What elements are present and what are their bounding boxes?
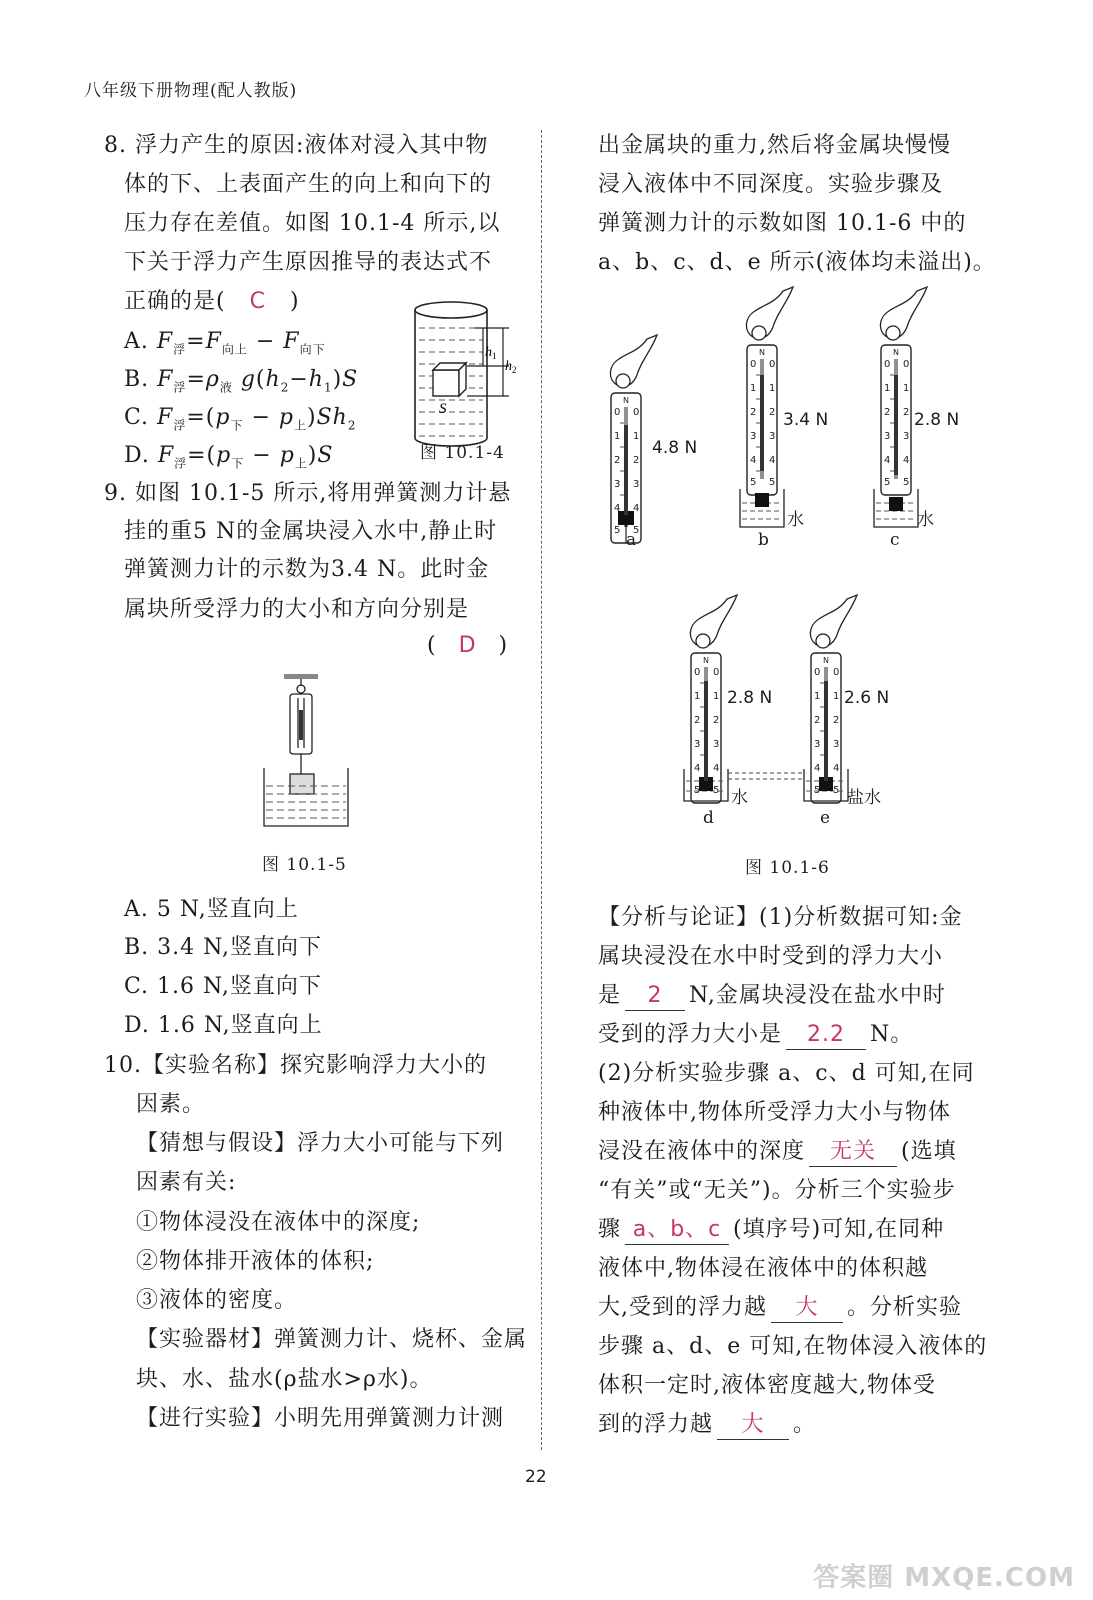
q9-line-2: 挂的重5 N的金属块浸入水中,静止时 <box>124 519 498 544</box>
analysis-line-6: 种液体中,物体所受浮力大小与物体 <box>598 1100 951 1125</box>
analysis-7b: (选填 <box>901 1139 957 1164</box>
q9-option-c: C. 1.6 N,竖直向下 <box>124 974 322 999</box>
label-s: S <box>439 401 447 417</box>
answer-blank-5: 大 <box>771 1294 843 1323</box>
scale-b <box>740 287 793 527</box>
analysis-line-4 <box>598 1015 913 1054</box>
q9-option-b: B. 3.4 N,竖直向下 <box>124 935 322 960</box>
analysis-4b: N。 <box>870 1022 914 1047</box>
analysis-line-10: 液体中,物体浸在液体中的体积越 <box>598 1256 928 1281</box>
reading-d: 2.8 N <box>727 688 773 708</box>
q9-bracket-open: ( <box>427 633 437 658</box>
q8-line-3: 压力存在差值。如图 10.1-4 所示,以 <box>124 211 501 236</box>
figure-10-1-6: 0 0 1 1 2 2 3 3 4 4 5 5 N <box>596 305 1016 845</box>
label-h1: h <box>485 345 492 360</box>
q9-answer: D <box>458 633 477 658</box>
analysis-14b: 。 <box>793 1412 817 1437</box>
q9-answer-bracket <box>427 626 508 665</box>
label-c: c <box>890 530 901 550</box>
analysis-line-2: 属块浸没在水中时受到的浮力大小 <box>598 944 944 969</box>
q8-option-d: D. $F_浮=(p_下 - p_上)S$ <box>124 443 334 471</box>
q8-answer: C <box>249 289 266 314</box>
label-e: e <box>820 808 832 828</box>
page-number: 22 <box>525 1467 547 1487</box>
label-h2: h <box>505 359 512 374</box>
label-d: d <box>703 808 715 828</box>
q10-line-2: 因素。 <box>136 1092 206 1117</box>
reading-e: 2.6 N <box>844 688 890 708</box>
q8-line-1: 8. 浮力产生的原因:液体对浸入其中物 <box>104 133 489 158</box>
liquid-e: 盐水 <box>847 788 881 808</box>
analysis-line-9 <box>598 1210 944 1249</box>
liquid-c: 水 <box>917 510 934 530</box>
analysis-line-3 <box>598 976 946 1015</box>
q10-right-line-2: 浸入液体中不同深度。实验步骤及 <box>598 172 944 197</box>
answer-blank-3: 无关 <box>809 1138 897 1167</box>
q8-stem-close: ) <box>289 289 300 314</box>
analysis-line-8: “有关”或“无关”)。分析三个实验步 <box>598 1178 956 1203</box>
reading-a: 4.8 N <box>652 438 698 458</box>
analysis-3a: 是 <box>598 983 622 1008</box>
reading-b: 3.4 N <box>783 410 829 430</box>
answer-blank-1: 2 <box>625 982 685 1011</box>
label-b: b <box>758 530 770 550</box>
q10-line-9: 块、水、盐水(ρ盐水>ρ水)。 <box>136 1367 433 1392</box>
figure-10-1-4-caption: 图 10.1-4 <box>420 443 505 463</box>
answer-blank-6: 大 <box>717 1411 789 1440</box>
analysis-line-12: 步骤 a、d、e 可知,在物体浸入液体的 <box>598 1334 988 1359</box>
q10-line-10: 【进行实验】小明先用弹簧测力计测 <box>136 1406 505 1431</box>
analysis-7a: 浸没在液体中的深度 <box>598 1139 806 1164</box>
q10-line-6: ②物体排开液体的体积; <box>136 1249 375 1274</box>
liquid-b: 水 <box>787 510 804 530</box>
q10-line-5: ①物体浸没在液体中的深度; <box>136 1210 421 1235</box>
analysis-11a: 大,受到的浮力越 <box>598 1295 767 1320</box>
analysis-11b: 。分析实验 <box>847 1295 963 1320</box>
answer-blank-4: a、b、c <box>625 1216 729 1245</box>
q9-bracket-close: ) <box>498 633 509 658</box>
q8-option-c: C. $F_浮=(p_下 - p_上)Sh_2$ <box>124 405 357 433</box>
page-header: 八年级下册物理(配人教版) <box>84 81 298 101</box>
analysis-9a: 骤 <box>598 1217 622 1242</box>
q8-stem-text: 正确的是( <box>124 289 226 314</box>
label-h2-sub: 2 <box>512 365 517 375</box>
q8-stem-end <box>124 282 300 321</box>
q10-right-line-4: a、b、c、d、e 所示(液体均未溢出)。 <box>598 250 996 275</box>
q9-option-a: A. 5 N,竖直向上 <box>124 897 299 922</box>
analysis-line-11 <box>598 1288 962 1327</box>
q10-line-7: ③液体的密度。 <box>136 1288 298 1313</box>
q10-line-8: 【实验器材】弹簧测力计、烧杯、金属 <box>136 1327 528 1352</box>
analysis-9b: (填序号)可知,在同种 <box>733 1217 945 1242</box>
q10-line-4: 因素有关: <box>136 1170 237 1195</box>
figure-10-1-6-caption: 图 10.1-6 <box>745 858 830 878</box>
q10-line-3: 【猜想与假设】浮力大小可能与下列 <box>136 1131 505 1156</box>
analysis-line-13: 体积一定时,液体密度越大,物体受 <box>598 1373 936 1398</box>
q10-line-1: 10.【实验名称】探究影响浮力大小的 <box>104 1053 487 1078</box>
figure-10-1-5-caption: 图 10.1-5 <box>262 855 347 875</box>
q8-line-2: 体的下、上表面产生的向上和向下的 <box>124 172 493 197</box>
label-h1-sub: 1 <box>492 351 497 361</box>
scale-c <box>874 287 927 527</box>
analysis-4a: 受到的浮力大小是 <box>598 1022 783 1047</box>
q9-line-3: 弹簧测力计的示数为3.4 N。此时金 <box>124 557 490 582</box>
q9-line-1: 9. 如图 10.1-5 所示,将用弹簧测力计悬 <box>104 481 512 506</box>
watermark: 答案圈 MXQE.COM <box>813 1563 1075 1593</box>
analysis-line-14 <box>598 1405 816 1444</box>
analysis-14a: 到的浮力越 <box>598 1412 714 1437</box>
scale-a <box>610 335 657 543</box>
figure-10-1-5 <box>256 670 356 840</box>
answer-blank-2: 2.2 <box>786 1021 866 1050</box>
label-a: a <box>626 530 638 550</box>
q9-option-d: D. 1.6 N,竖直向上 <box>124 1013 323 1038</box>
analysis-line-7 <box>598 1132 957 1171</box>
column-divider <box>541 130 542 1450</box>
q8-option-a: A. $F_浮=F_{向上} - F_{向下}$ <box>124 329 326 357</box>
liquid-d: 水 <box>731 788 748 808</box>
q10-right-line-3: 弹簧测力计的示数如图 10.1-6 中的 <box>598 211 967 236</box>
analysis-3b: N,金属块浸没在盐水中时 <box>689 983 946 1008</box>
q8-option-b: B. $F_浮=\rho_液$ $g(h_2-h_1)S$ <box>124 367 359 395</box>
q8-line-4: 下关于浮力产生原因推导的表达式不 <box>124 250 493 275</box>
q10-right-line-1: 出金属块的重力,然后将金属块慢慢 <box>598 133 951 158</box>
analysis-line-5: (2)分析实验步骤 a、c、d 可知,在同 <box>598 1061 975 1086</box>
reading-c: 2.8 N <box>914 410 960 430</box>
analysis-line-1: 【分析与论证】(1)分析数据可知:金 <box>598 905 963 930</box>
q9-line-4: 属块所受浮力的大小和方向分别是 <box>124 597 470 622</box>
